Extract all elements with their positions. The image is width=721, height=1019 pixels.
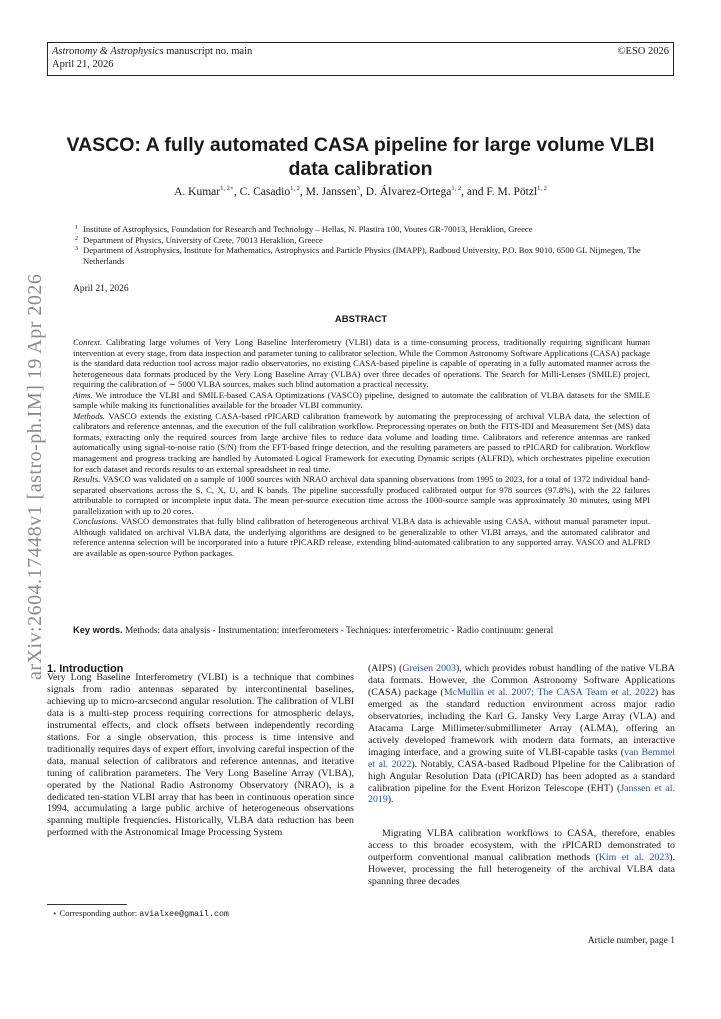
abstract-conclusions: Conclusions. VASCO demonstrates that fully blind calibration of heterogeneous archival VLBA data is achievable using CASA, without manual parameter input. Although validated on archival VLBA data, the underlying algorithms are designed to be generalizable to other VLBI arrays, and the automated calibrator and reference antenna selection will be incorporated into a future rPICARD release, extending blind-automated calibration to any supported array. VASCO and ALFRD are available as open-source Python packages.: [73, 516, 651, 558]
running-header: [47, 42, 674, 76]
author-affil: 3: [356, 185, 361, 193]
affiliations: [75, 224, 665, 266]
abstract-methods: Methods. VASCO extends the existing CASA-based rPICARD calibration framework by automating the preprocessing of archival VLBA data, the selection of calibrators and reference antennas, and the execution of the full calibration workflow. Preprocessing operates on both the FITS-IDI and Measurement Set (MS) data formats, extracting only the required sources from large archive files to reduce data volume and loading time. Calibrators and reference antennas are ranked automatically using signal-to-noise ratio (S/N) from the FFT-based fringe detection, and the resulting parameters are passed to rPICARD for calibration. Workflow management and progress tracking are handled by Automated Logical Framework for executing Dynamic scripts (ALFRD), which orchestrates pipeline execution for each dataset and records results to an external spreadsheet in real time.: [73, 410, 651, 474]
affiliation-item: 2 Department of Physics, University of Crete, 70013 Heraklion, Greece: [75, 234, 323, 245]
header-date: April 21, 2026: [52, 59, 114, 70]
author-affil: 1, 2: [537, 185, 547, 193]
intro-paragraph: (AIPS) (Greisen 2003), which provides robust handling of the native VLBA data formats. However, the Common Astronomy Software Applications (CASA) package (McMullin et al. 2007; The CASA Team et al. 2022) has emerged as the standard reduction environment across major radio observatories, including the Karl G. Jansky Very Large Array (VLA) and Atacama Large Millimeter/submillimeter Array (ALMA), offering an actively developed framework with modern data formats, an interactive imaging interface, and a growing suite of VLBI-capable tasks (van Bemmel et al. 2022). Notably, CASA-based Radboud PIpeline for the Calibration of high Angular Resolution Data (rPICARD) has been adopted as a standard calibration pipeline for the Event Horizon Telescope (EHT) (Janssen et al. 2019).: [368, 663, 676, 806]
affiliation-item: 3 Department of Astrophysics, Institute for Mathematics, Astrophysics and Particle Physics (IMAPP), Radboud University, P.O. Box 9010, 6500 GL Nijmegen, The Netherlands: [75, 245, 641, 266]
abstract-body: [73, 337, 650, 558]
footnote-mark: ⋆: [52, 908, 58, 918]
author-list: A. Kumar$^{1, 2⋆}$, C. Casadio$^{1, 2}$, M. Janssen$^3$, D. Álvarez-Ortega$^{1, 2}$, and F. M. Pötzl$^{1, 2}$: [174, 185, 547, 198]
author: D. Álvarez-Ortega: [365, 186, 452, 198]
intro-paragraph: Very Long Baseline Interferometry (VLBI) is a technique that combines signals from radio antennas separated by intercontinental baselines, achieving up to micro-arcsecond angular resolution. The calibration of VLBI data is a multi-step process requiring corrections for atmospheric delays, instrumental effects, and clock offsets between independently recording stations. For a single observation, this process is time intensive and traditionally requires days of expert effort, involving careful inspection of the data, manual selection of calibrators and reference antennas, and iterative tuning of calibration parameters. The Very Long Baseline Array (VLBA), operated by the National Radio Astronomy Observatory (NRAO), is a dedicated ten-station VLBI array that has been in continuous operation since 1994, accumulating a large public archive of heterogeneous observations spanning multiple frequencies. Historically, VLBA data reduction has been performed with the Astronomical Image Processing System: [47, 672, 354, 839]
manuscript-label: manuscript no. main: [166, 46, 253, 57]
section-heading: 1. Introduction: [47, 663, 124, 675]
author-affil: 1, 2: [451, 185, 462, 193]
intro-left-column: [47, 672, 354, 839]
intro-paragraph: Migrating VLBA calibration workflows to CASA, therefore, enables access to this broader ecosystem, with the rPICARD demonstrated to outperform conventional manual calibration methods (Kim et al. 2023). However, processing the full heterogeneity of the archival VLBA data spanning three decades: [368, 828, 675, 888]
keywords-text: Methods: data analysis - Instrumentation: interferometers - Techniques: interferometric - Radio continuum: general: [124, 626, 554, 636]
abstract-context: Context. Calibrating large volumes of Very Long Baseline Interferometry (VLBI) data is a time-consuming process, traditionally requiring significant human intervention at every stage, from data inspection and parameter tuning to calibrator selection. While the Common Astronomy Software Applications (CASA) package is the standard data reduction tool across major radio observatories, no existing CASA-based pipeline is capable of operating in a fully automated manner across the heterogeneous data formats produced by the Very Long Baseline Array (VLBA) over three decades of operations. The Search for Milli-Lenses (SMILE) project, requiring the calibration of ∼ 5000 VLBA sources, makes such blind automation a practical necessity.: [73, 337, 650, 390]
keywords: [73, 624, 651, 637]
citation-link[interactable]: van Bemmel et al. 2022: [368, 746, 675, 770]
citation-link[interactable]: Janssen et al. 2019: [368, 782, 675, 806]
author: C. Casadio: [239, 186, 291, 198]
citation-link[interactable]: Greisen 2003: [402, 663, 456, 674]
arxiv-stamp: [6, 273, 66, 680]
footnote: [52, 908, 229, 920]
author: M. Janssen: [305, 186, 357, 198]
journal-name: Astronomy & Astrophysics: [52, 46, 164, 57]
keywords-label: Key words.: [73, 625, 123, 635]
author: F. M. Pötzl: [486, 186, 538, 198]
affiliation-item: 1 Institute of Astrophysics, Foundation for Research and Technology – Hellas, N. Plastira 100, Voutes GR-70013, Heraklion, Greece: [75, 224, 533, 234]
received-date: April 21, 2026: [73, 284, 129, 294]
author: A. Kumar: [174, 186, 221, 198]
author-affil: 1, 2⋆: [220, 185, 234, 193]
citation-link[interactable]: Kim et al. 2023: [598, 852, 670, 864]
intro-right-column: [368, 663, 675, 888]
journal-line: [52, 45, 252, 58]
abstract-results: Results. VASCO was validated on a sample of 1000 sources with NRAO archival data spanning observations from 1995 to 2023, for a total of 1372 individual band-separated observations across the S, C, X, U, and K bands. The pipeline successfully produced calibrated output for 978 sources (97.8%), with the 22 failures attributable to corrupted or incomplete input data. The mean per-source execution time across the 1000-source sample was approximately 30 minutes, using MPI parallelization with up to 20 cores.: [73, 474, 651, 516]
footnote-rule: [47, 904, 127, 905]
abstract-heading: ABSTRACT: [334, 314, 388, 325]
paper-title: VASCO: A fully automated CASA pipeline for large volume VLBI data calibration: [66, 134, 655, 180]
footnote-email[interactable]: avialxee@gmail.com: [139, 910, 229, 919]
copyright: ©ESO 2026: [617, 46, 669, 57]
author-affil: 1, 2: [290, 185, 300, 193]
abstract-aims: Aims. We introduce the VLBI and SMILE-based CASA Optimizations (VASCO) pipeline, designed to automate the calibration of VLBA datasets for the SMILE sample while making its functionalities available for the broader VLBI community.: [73, 389, 651, 411]
page-number: Article number, page 1: [587, 936, 675, 946]
footnote-label: Corresponding author:: [59, 908, 138, 918]
arxiv-stamp-text: arXiv:2604.17448v1 [astro-ph.IM] 19 Apr 2026: [24, 273, 46, 680]
citation-link[interactable]: McMullin et al. 2007; The CASA Team et al. 2022: [443, 686, 655, 698]
